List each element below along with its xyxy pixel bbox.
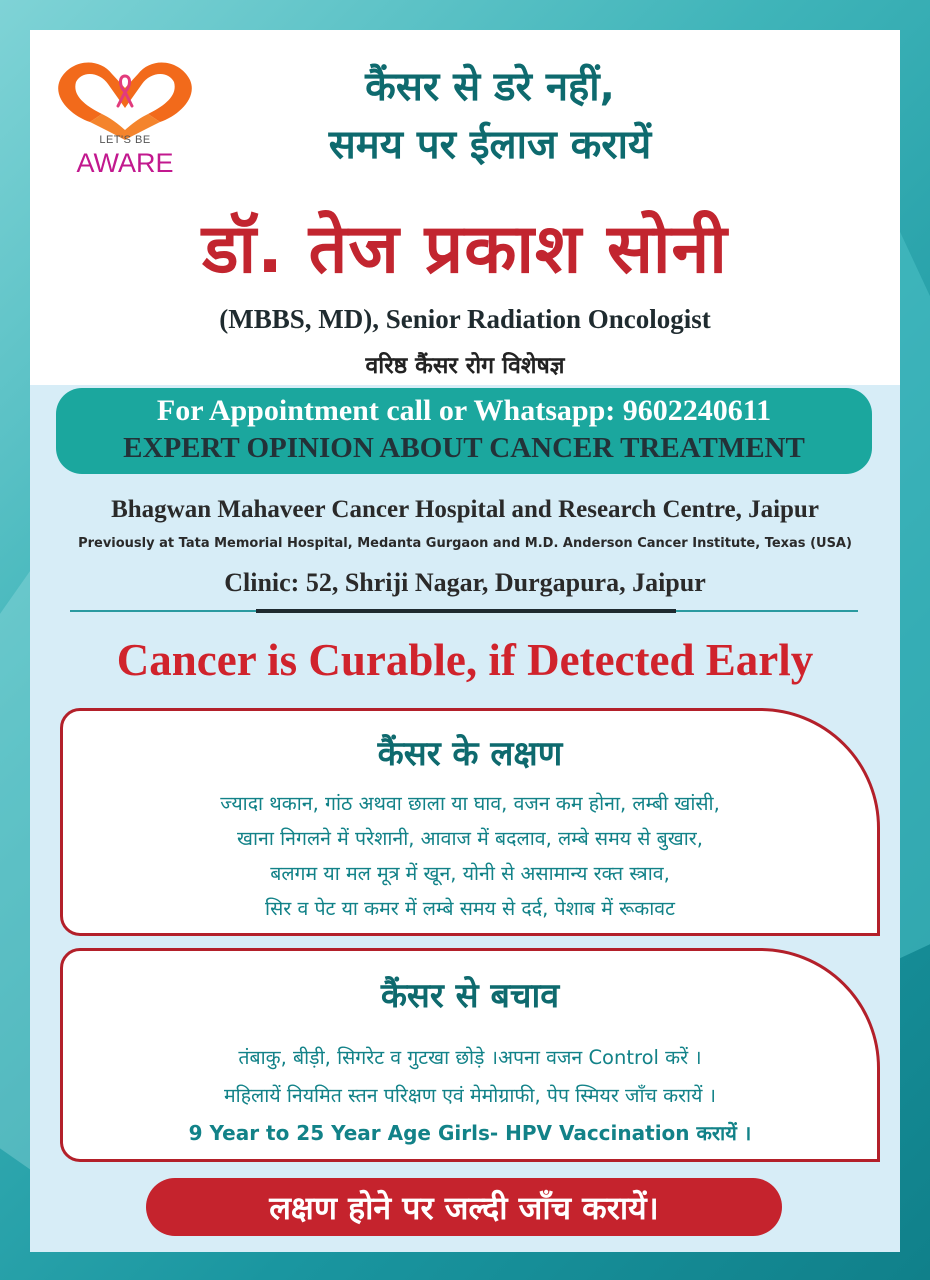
logo-tagline: LET'S BE [99, 134, 151, 146]
curable-tagline: Cancer is Curable, if Detected Early [116, 635, 814, 685]
cta-banner [146, 1178, 782, 1236]
prevention-title: कैंसर से बचाव [380, 976, 560, 1016]
doctor-qualification: (MBBS, MD), Senior Radiation Oncologist [219, 304, 711, 334]
previous-affiliations: Previously at Tata Memorial Hospital, Medanta Gurgaon and M.D. Anderson Cancer Institute, Texas (USA) [78, 536, 852, 551]
hospital-name: Bhagwan Mahaveer Cancer Hospital and Research Centre, Jaipur [111, 496, 819, 523]
symptoms-line: खाना निगलने में परेशानी, आवाज में बदलाव, लम्बे समय से बुखार, [237, 827, 703, 850]
appointment-phone: For Appointment call or Whatsapp: 9602240611 [156, 394, 772, 427]
symptoms-line: बलगम या मल मूत्र में खून, योनी से असामान्य रक्त स्त्राव, [270, 862, 670, 885]
headline-line-2: समय पर ईलाज करायें [328, 122, 652, 168]
doctor-name: डॉ. तेज प्रकाश सोनी [202, 210, 728, 289]
poster-panel [30, 30, 900, 1252]
symptoms-line: ज्यादा थकान, गांठ अथवा छाला या घाव, वजन कम होना, लम्बी खांसी, [220, 792, 720, 815]
appointment-banner [56, 388, 872, 474]
symptoms-line: सिर व पेट या कमर में लम्बे समय से दर्द, पेशाब में रूकावट [265, 897, 675, 920]
prevention-line: तंबाकु, बीड़ी, सिगरेट व गुटखा छोड़े ।अपना वजन Control करें । [238, 1046, 702, 1069]
logo-title: AWARE [76, 148, 174, 178]
prevention-card [60, 948, 880, 1162]
symptoms-title: कैंसर के लक्षण [377, 734, 563, 774]
appointment-subtitle: EXPERT OPINION ABOUT CANCER TREATMENT [123, 432, 805, 464]
doctor-specialty: वरिष्ठ कैंसर रोग विशेषज्ञ [365, 353, 565, 379]
clinic-address: Clinic: 52, Shriji Nagar, Durgapura, Jaipur [224, 568, 706, 597]
symptoms-card [60, 708, 880, 936]
cta-text: लक्षण होने पर जल्दी जाँच करायें। [269, 1189, 659, 1227]
headline-line-1: कैंसर से डरे नहीं, [365, 64, 615, 110]
prevention-line: महिलायें नियमित स्तन परिक्षण एवं मेमोग्राफी, पेप स्मियर जाँच करायें । [223, 1084, 717, 1107]
divider-accent [256, 609, 676, 613]
prevention-line: 9 Year to 25 Year Age Girls- HPV Vaccination करायें । [188, 1121, 752, 1145]
